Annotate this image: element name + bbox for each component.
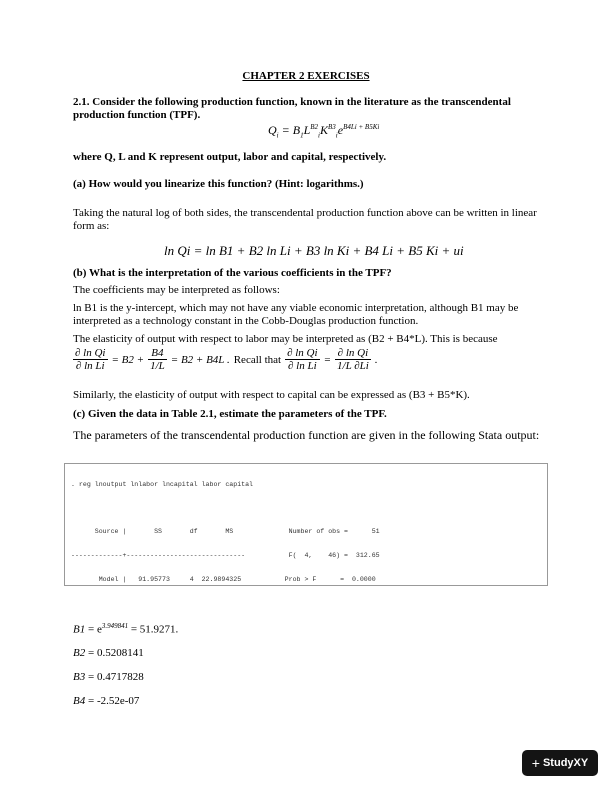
brand-name: StudyXY bbox=[542, 757, 589, 769]
part-b-capital-elasticity: Similarly, the elasticity of output with respect to capital can be expressed as (B3 + B5*K). bbox=[73, 389, 470, 401]
stata-line: . reg lnoutput lnlabor lncapital labor capital bbox=[71, 480, 254, 488]
stata-line: -------------+------------------------------ F( 4, 46) = 312.65 bbox=[71, 551, 380, 559]
plus-icon: + bbox=[531, 755, 540, 771]
part-b-question: (b) What is the interpretation of the various coefficients in the TPF? bbox=[73, 267, 392, 279]
param-b1: $B1 = e^{3.949841} = 51.9271$. bbox=[73, 622, 179, 636]
part-a-answer: Taking the natural log of both sides, the transcendental production function above can be written in linear form as: bbox=[73, 207, 537, 232]
param-b3: B3 = 0.4717828 bbox=[73, 671, 144, 683]
stata-line: Source | SS df MS Number of obs = 51 bbox=[71, 528, 380, 536]
part-a-question: (a) How would you linearize this function? (Hint: logarithms.) bbox=[73, 178, 364, 190]
stata-output-box bbox=[64, 463, 548, 586]
part-b-labor-elasticity: The elasticity of output with respect to labor may be interpreted as (B2 + B4*L). This is because bbox=[73, 333, 498, 345]
question-2-1: 2.1. Consider the following production function, known in the literature as the transcendental production function (TPF). bbox=[73, 96, 511, 121]
fraction-b4-over-inv-l: $\frac{B4}{1/L}$ bbox=[150, 347, 165, 372]
studyxy-badge[interactable] bbox=[522, 750, 598, 776]
stata-line bbox=[71, 505, 541, 513]
part-c-question: (c) Given the data in Table 2.1, estimate the parameters of the TPF. bbox=[73, 408, 387, 420]
tpf-formula: $Q_i = B_1L^{B2}_iK^{B3}_ie^{B4Li + B5Ki}$ bbox=[268, 123, 380, 140]
linear-form-equation: ln Qi = ln B1 + B2 ln Li + B3 ln Ki + B4 Li + B5 Ki + ui bbox=[164, 243, 464, 258]
part-c-intro: The parameters of the transcendental production function are given in the following Stata output: bbox=[73, 428, 540, 442]
param-b2: B2 = 0.5208141 bbox=[73, 647, 144, 659]
part-b-intro: The coefficients may be interpreted as follows: bbox=[73, 284, 280, 296]
param-b4: B4 = -2.52e-07 bbox=[73, 695, 140, 707]
chapter-title: CHAPTER 2 EXERCISES bbox=[242, 70, 370, 82]
stata-line: Model | 91.95773 4 22.9894325 Prob > F = 0.0000 bbox=[71, 575, 376, 583]
fraction-dlnq-dlnl: $\frac{\text{∂ ln Qi}}{\text{∂ ln Li}}$ bbox=[75, 347, 106, 372]
part-b-b1-interpretation: ln B1 is the y-intercept, which may not have any viable economic interpretation, although B1 may be interpreted as a technology constant in the Cobb-Douglas production function. bbox=[73, 302, 519, 327]
where-text: where Q, L and K represent output, labor and capital, respectively. bbox=[73, 151, 387, 163]
elasticity-formula: $\frac{\text{∂ ln Qi}}{\text{∂ ln Li}}$ = B2 + $\frac{B4}{1/L}$ = B2 + B4L . Recall that $\frac{\text{∂ ln Qi}}{\text{∂ ln Li}}$ = $\frac{\text{∂ ln Qi}}{1/L \partial Li}$ . bbox=[75, 347, 378, 372]
fraction-recall-lhs: $\frac{\text{∂ ln Qi}}{\text{∂ ln Li}}$ bbox=[287, 347, 318, 372]
fraction-recall-rhs: $\frac{\text{∂ ln Qi}}{1/L \partial Li}$ bbox=[337, 347, 369, 372]
